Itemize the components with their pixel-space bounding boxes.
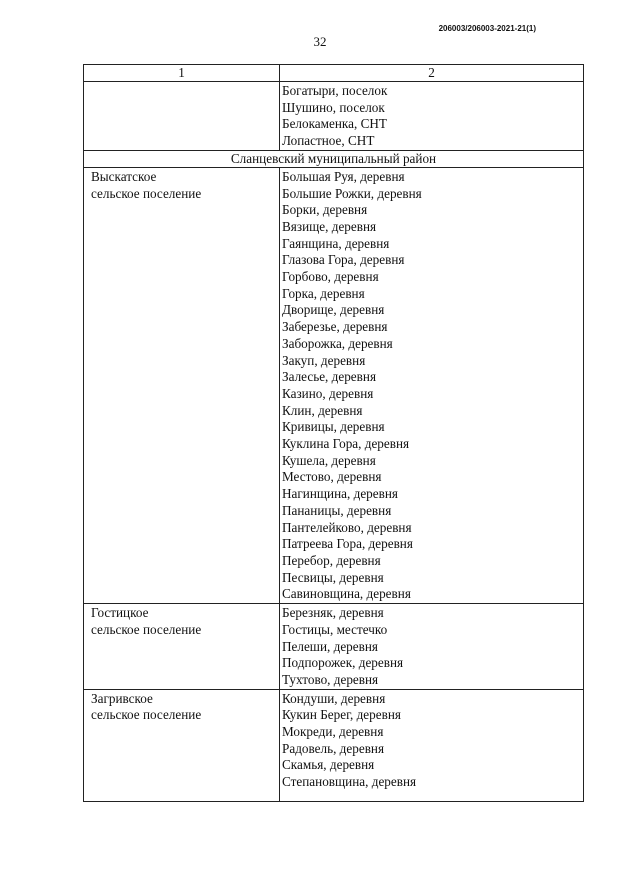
table-row-settlement — [84, 167, 584, 603]
locality-item: Савиновщина, деревня — [282, 586, 411, 602]
locality-item: Казино, деревня — [282, 385, 374, 401]
locality-item: Глазова Гора, деревня — [282, 252, 405, 268]
settlement-cell — [84, 604, 280, 690]
locality-item: Скамья, деревня — [282, 757, 375, 773]
settlement-cell — [84, 167, 280, 603]
locality-item: Кукин Берег, деревня — [282, 707, 401, 723]
table-header-row — [84, 65, 584, 82]
table-row-district — [84, 150, 584, 167]
settlement-cell — [84, 82, 280, 151]
locality-item: Тухтово, деревня — [282, 671, 379, 687]
locality-item: Березняк, деревня — [282, 605, 384, 621]
district-heading: Сланцевский муниципальный район — [84, 150, 584, 167]
settlement-name: Загривское — [91, 690, 153, 706]
locality-list-cell — [280, 82, 584, 151]
locality-item: Подпорожек, деревня — [282, 655, 404, 671]
locality-item: Заберезье, деревня — [282, 319, 388, 335]
locality-item: Перебор, деревня — [282, 552, 381, 568]
locality-item: Кондуши, деревня — [282, 690, 386, 706]
locality-item: Лопастное, СНТ — [282, 133, 375, 149]
locality-item: Дворище, деревня — [282, 302, 385, 318]
locality-item: Заборожка, деревня — [282, 335, 393, 351]
locality-item: Клин, деревня — [282, 402, 363, 418]
table-row-continuation — [84, 82, 584, 151]
settlement-type: сельское поселение — [91, 185, 202, 201]
locality-item: Патреева Гора, деревня — [282, 536, 413, 552]
settlement-type: сельское поселение — [91, 707, 202, 723]
locality-item: Гостицы, местечко — [282, 621, 388, 637]
document-code: 206003/206003-2021-21(1) — [438, 24, 536, 33]
locality-item: Пантелейково, деревня — [282, 519, 412, 535]
column-header-2: 2 — [280, 65, 584, 82]
locality-item: Залесье, деревня — [282, 369, 377, 385]
locality-item: Горка, деревня — [282, 285, 365, 301]
locality-item: Шушино, поселок — [282, 99, 385, 115]
locality-list-cell — [280, 689, 584, 801]
locality-item: Куклина Гора, деревня — [282, 436, 410, 452]
settlement-cell — [84, 689, 280, 801]
locality-item: Радовель, деревня — [282, 740, 385, 756]
locality-list-cell — [280, 167, 584, 603]
locality-item: Белокаменка, СНТ — [282, 116, 387, 132]
column-header-1: 1 — [84, 65, 280, 82]
settlement-type: сельское поселение — [91, 621, 202, 637]
locality-item: Нагинщина, деревня — [282, 486, 398, 502]
table-row-settlement — [84, 604, 584, 690]
locality-item: Кушела, деревня — [282, 452, 376, 468]
locality-item: Кривицы, деревня — [282, 419, 385, 435]
page-number: 32 — [313, 34, 327, 49]
locality-item: Пелеши, деревня — [282, 638, 378, 654]
locality-list-cell — [280, 604, 584, 690]
locality-item: Закуп, деревня — [282, 352, 366, 368]
locality-item: Горбово, деревня — [282, 269, 379, 285]
locality-item: Вязище, деревня — [282, 218, 377, 234]
locality-item: Пананицы, деревня — [282, 502, 392, 518]
locality-item: Степановщина, деревня — [282, 774, 417, 790]
locality-item: Большая Руя, деревня — [282, 168, 405, 184]
locality-item: Местово, деревня — [282, 469, 382, 485]
locality-item: Борки, деревня — [282, 202, 368, 218]
table-row-settlement — [84, 689, 584, 801]
locality-item: Мокреди, деревня — [282, 724, 384, 740]
settlement-name: Выскатское — [91, 168, 157, 184]
locality-item: Гаянщина, деревня — [282, 235, 390, 251]
settlement-name: Гостицкое — [91, 605, 149, 621]
locality-item: Большие Рожки, деревня — [282, 185, 422, 201]
locality-item: Богатыри, поселок — [282, 83, 388, 98]
locality-item: Песвицы, деревня — [282, 569, 384, 585]
settlements-table — [83, 64, 584, 802]
